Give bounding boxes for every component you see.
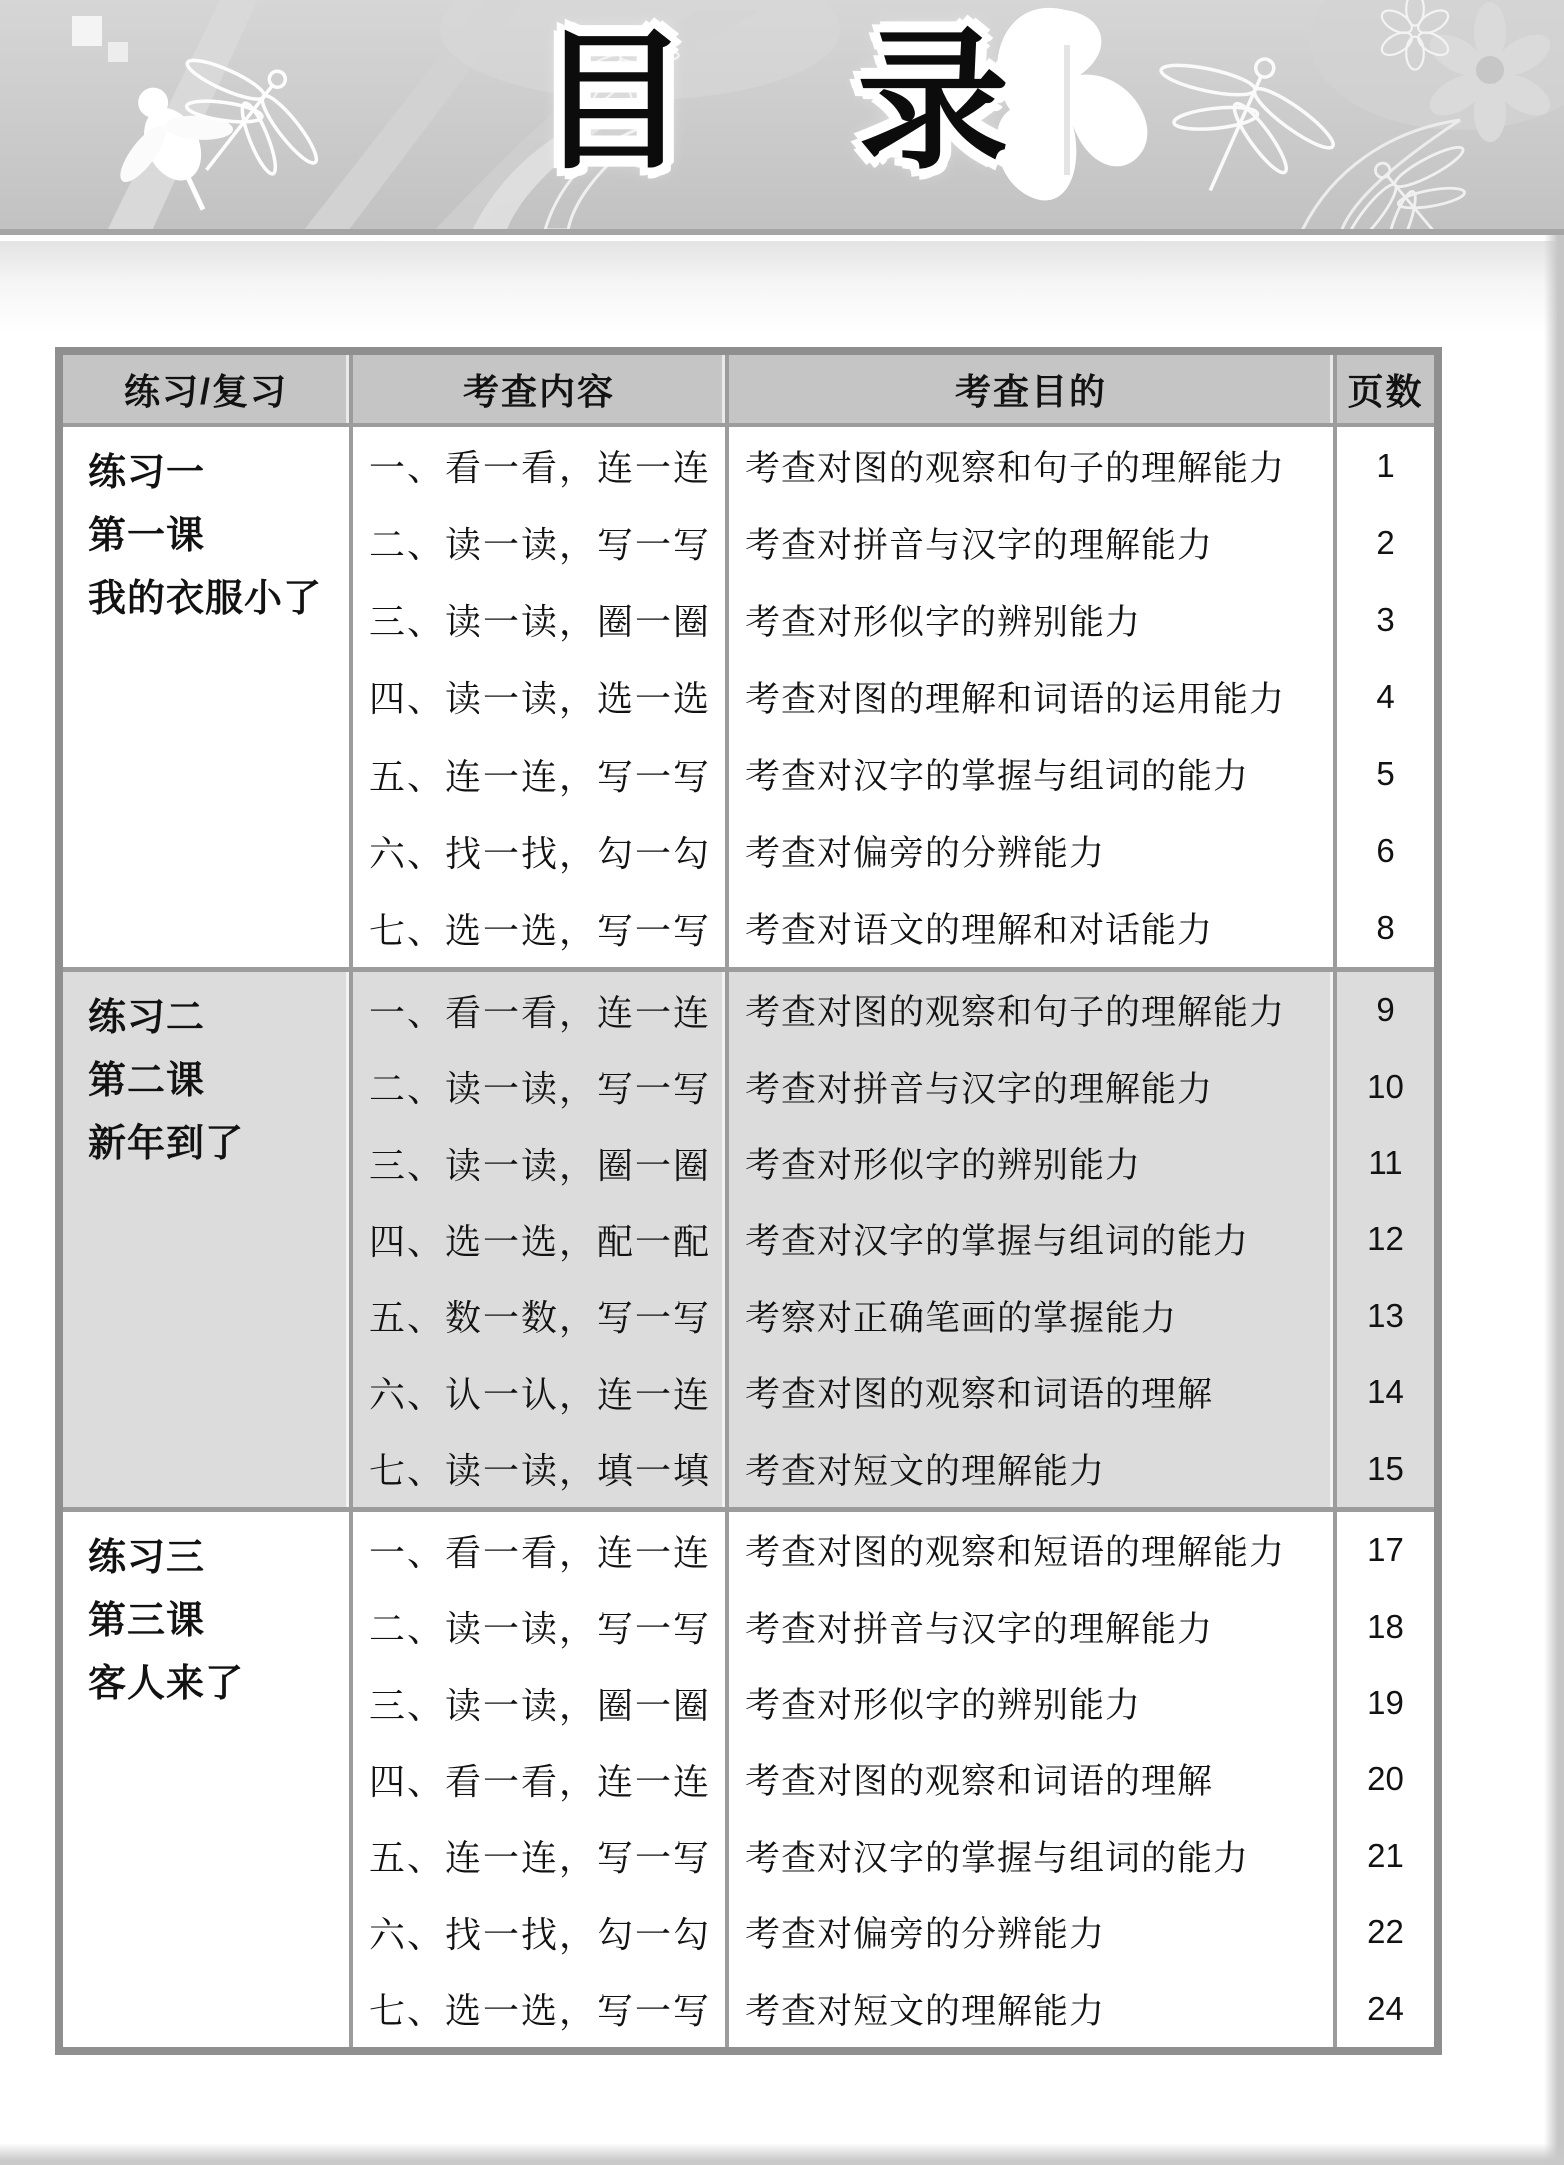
page-value: 14: [1367, 1373, 1404, 1411]
content-cell: [353, 427, 729, 967]
page-value: 22: [1367, 1913, 1404, 1951]
table-header-row: [63, 355, 1434, 427]
content-value: 七、读一读，填一填: [369, 1451, 712, 1493]
exercise-line: 客人来了: [88, 1663, 245, 1705]
content-value: 七、选一选，写一写: [369, 1991, 712, 2033]
pages-cell: [1337, 427, 1434, 967]
page-value: 21: [1367, 1836, 1404, 1874]
purpose-cell: [729, 1512, 1337, 2047]
page-value: 11: [1368, 1144, 1403, 1182]
content-value: 三、读一读，圈一圈: [369, 1685, 712, 1727]
purpose-cell: [729, 972, 1337, 1507]
page-value: 12: [1367, 1220, 1404, 1258]
page-value: 17: [1367, 1531, 1404, 1569]
square-decorations: [72, 16, 128, 62]
page-value: 13: [1367, 1296, 1404, 1334]
page-value: 24: [1367, 1989, 1404, 2027]
content-value: 一、看一看，连一连: [369, 992, 712, 1034]
exercise-line: 练习一: [88, 452, 206, 494]
page-value: 18: [1367, 1607, 1404, 1645]
page-value: 9: [1376, 991, 1395, 1029]
purpose-value: 考查对汉字的掌握与组词的能力: [745, 1838, 1250, 1879]
purpose-value: 考查对汉字的掌握与组词的能力: [745, 757, 1250, 798]
purpose-value: 考查对形似字的辨别能力: [745, 1686, 1142, 1727]
content-value: 五、连一连，写一写: [369, 756, 712, 798]
page-value: 10: [1367, 1067, 1404, 1105]
content-cell: [353, 972, 729, 1507]
toc-table: [55, 347, 1442, 2055]
exercise-line: 练习三: [88, 1537, 206, 1579]
content-value: 三、读一读，圈一圈: [369, 602, 712, 644]
content-value: 五、数一数，写一写: [369, 1298, 712, 1340]
banner-fade: [0, 241, 1564, 333]
table-section-3: [63, 1507, 1434, 2047]
content-value: 五、连一连，写一写: [369, 1838, 712, 1880]
col-header-exam-content: 考查内容: [353, 355, 729, 423]
page-edge-shadow-right: [1544, 235, 1564, 2165]
page-value: 8: [1376, 909, 1395, 947]
content-value: 六、找一找，勾一勾: [369, 1914, 712, 1956]
purpose-value: 考查对拼音与汉字的理解能力: [745, 1069, 1214, 1110]
table-section-2: [63, 967, 1434, 1507]
exercise-cell: [63, 972, 353, 1507]
purpose-value: 考查对短文的理解能力: [745, 1451, 1106, 1492]
purpose-value: 考查对图的观察和短语的理解能力: [745, 1533, 1286, 1574]
purpose-value: 考查对图的理解和词语的运用能力: [745, 679, 1286, 720]
purpose-value: 考查对拼音与汉字的理解能力: [745, 1609, 1214, 1650]
pages-cell: [1337, 972, 1434, 1507]
purpose-value: 考查对偏旁的分辨能力: [745, 834, 1106, 875]
header-banner: [0, 0, 1564, 235]
content-value: 三、读一读，圈一圈: [369, 1145, 712, 1187]
pages-cell: [1337, 1512, 1434, 2047]
bee-icon: [86, 61, 263, 235]
page-value: 1: [1376, 446, 1395, 484]
purpose-value: 考查对图的观察和词语的理解: [745, 1762, 1214, 1803]
page-value: 19: [1367, 1684, 1404, 1722]
purpose-value: 考查对汉字的掌握与组词的能力: [745, 1222, 1250, 1263]
exercise-cell: [63, 1512, 353, 2047]
content-value: 二、读一读，写一写: [369, 1609, 712, 1651]
purpose-value: 考查对偏旁的分辨能力: [745, 1915, 1106, 1956]
exercise-line: 第三课: [88, 1600, 206, 1642]
content-value: 一、看一看，连一连: [369, 1532, 712, 1574]
col-header-exercise-review: 练习/复习: [63, 355, 353, 423]
page-value: 3: [1376, 600, 1395, 638]
content-value: 七、选一选，写一写: [369, 910, 712, 952]
purpose-value: 考查对图的观察和句子的理解能力: [745, 993, 1286, 1034]
content-value: 二、读一读，写一写: [369, 1069, 712, 1111]
page-edge-shadow-bottom: [0, 2143, 1564, 2165]
exercise-line: 第一课: [88, 515, 206, 557]
purpose-value: 考查对短文的理解能力: [745, 1991, 1106, 2032]
table-body: [63, 427, 1434, 2047]
content-value: 四、选一选，配一配: [369, 1221, 712, 1263]
page-title: 目 录: [537, 13, 1018, 190]
purpose-value: 考查对形似字的辨别能力: [745, 602, 1142, 643]
purpose-value: 考查对语文的理解和对话能力: [745, 911, 1214, 952]
page-value: 20: [1367, 1760, 1404, 1798]
exercise-cell: [63, 427, 353, 967]
purpose-value: 考查对图的观察和句子的理解能力: [745, 448, 1286, 489]
content-value: 四、看一看，连一连: [369, 1761, 712, 1803]
content-cell: [353, 1512, 729, 2047]
purpose-value: 考查对图的观察和词语的理解: [745, 1375, 1214, 1416]
content-value: 二、读一读，写一写: [369, 525, 712, 567]
page-value: 5: [1376, 755, 1395, 793]
col-header-page-count: 页数: [1347, 370, 1424, 412]
page-value: 2: [1376, 523, 1395, 561]
content-value: 一、看一看，连一连: [369, 448, 712, 490]
col-header-exam-purpose: 考查目的: [729, 355, 1337, 423]
exercise-line: 第二课: [88, 1060, 206, 1102]
page-value: 6: [1376, 832, 1395, 870]
purpose-cell: [729, 427, 1337, 967]
purpose-value: 考察对正确笔画的掌握能力: [745, 1298, 1178, 1339]
page-value: 4: [1376, 677, 1395, 715]
content-value: 六、认一认，连一连: [369, 1374, 712, 1416]
butterfly-icon: [997, 8, 1148, 200]
exercise-line: 新年到了: [88, 1123, 245, 1165]
page-value: 15: [1367, 1449, 1404, 1487]
exercise-line: 我的衣服小了: [88, 578, 323, 620]
table-section-1: [63, 427, 1434, 967]
content-value: 六、找一找，勾一勾: [369, 833, 712, 875]
exercise-line: 练习二: [88, 997, 206, 1039]
purpose-value: 考查对形似字的辨别能力: [745, 1146, 1142, 1187]
purpose-value: 考查对拼音与汉字的理解能力: [745, 525, 1214, 566]
content-value: 四、读一读，选一选: [369, 679, 712, 721]
